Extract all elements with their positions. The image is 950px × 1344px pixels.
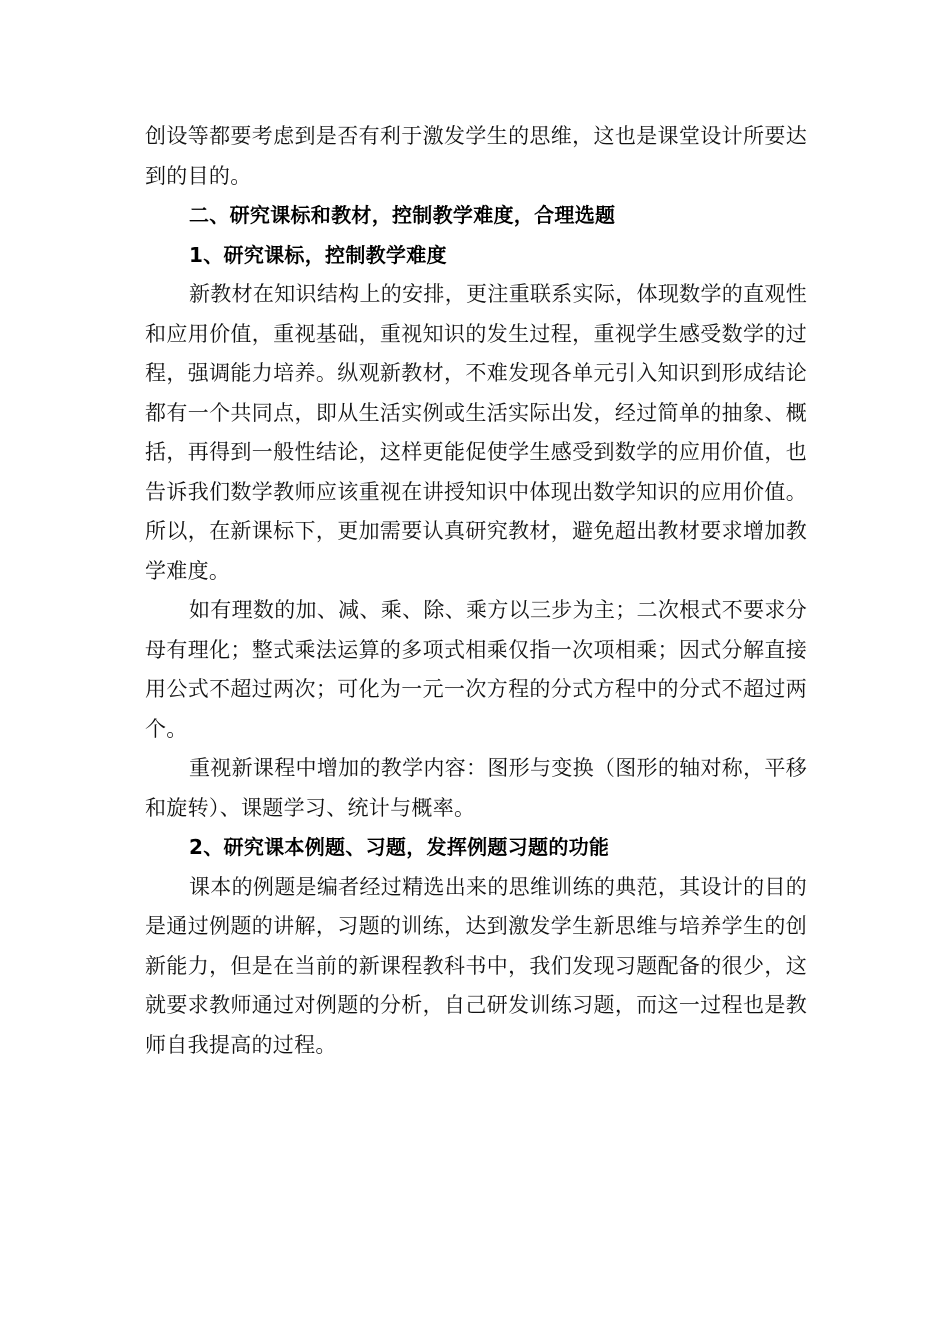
- subsection-heading-2: 2、研究课本例题、习题，发挥例题习题的功能: [189, 835, 610, 859]
- paragraph-examples: 如有理数的加、减、乘、除、乘方以三步为主；二次根式不要求分母有理化；整式乘法运算的多项式相乘仅指一次项相乘；因式分解直接用公式不超过两次；可化为一元一次方程的分式方程中的分式不超过两个。: [145, 598, 807, 741]
- paragraph-new-textbook: 新教材在知识结构上的安排，更注重联系实际，体现数学的直观性和应用价值，重视基础，重视知识的发生过程，重视学生感受数学的过程，强调能力培养。纵观新教材，不难发现各单元引入知识到形成结论都有一个共同点，即从生活实例或生活实际出发，经过简单的抽象、概括，再得到一般性结论，这样更能促使学生感受到数学的应用价值，也告诉我们数学教师应该重视在讲授知识中体现出数学知识的应用价值。所以，在新课标下，更加需要认真研究教材，避免超出教材要求增加教学难度。: [145, 282, 807, 583]
- paragraph-continuation: 创设等都要考虑到是否有利于激发学生的思维，这也是课堂设计所要达到的目的。: [145, 124, 807, 188]
- subsection-heading-1: 1、研究课标，控制教学难度: [189, 242, 447, 267]
- section-heading-2: 二、研究课标和教材，控制教学难度，合理选题: [189, 203, 616, 227]
- paragraph-textbook-exercises: 课本的例题是编者经过精选出来的思维训练的典范，其设计的目的是通过例题的讲解，习题的训练，达到激发学生新思维与培养学生的创新能力，但是在当前的新课程教科书中，我们发现习题配备的很少，这就要求教师通过对例题的分析，自己研发训练习题，而这一过程也是教师自我提高的过程。: [145, 874, 807, 1057]
- paragraph-new-content: 重视新课程中增加的教学内容：图形与变换（图形的轴对称，平移和旋转）、课题学习、统计与概率。: [145, 756, 807, 820]
- document-body: [145, 117, 807, 1065]
